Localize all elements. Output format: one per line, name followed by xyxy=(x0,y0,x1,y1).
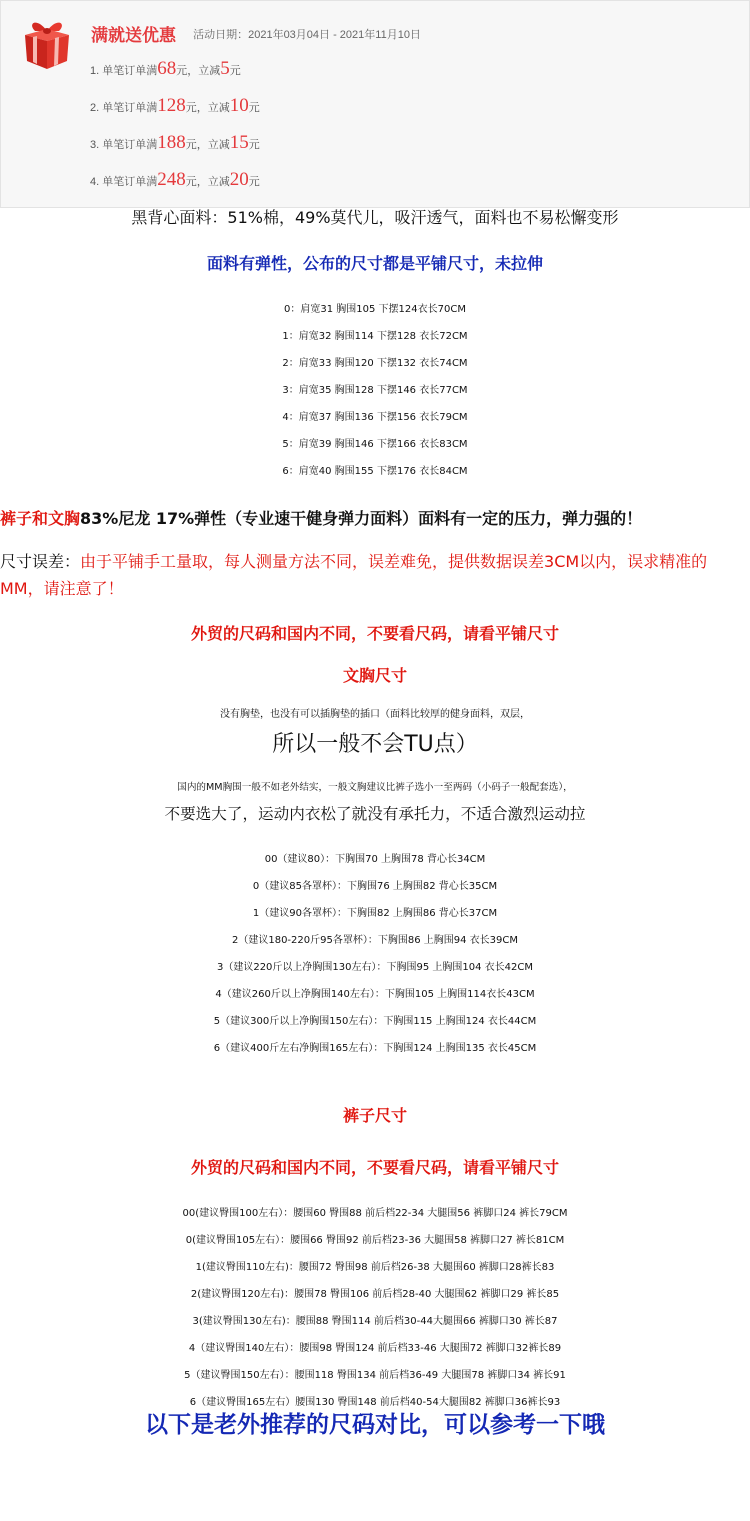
size-row: 3（建议220斤以上净胸围130左右）：下胸围95 上胸围104 衣长42CM xyxy=(216,962,534,973)
product-description xyxy=(0,206,750,1440)
discount-amount: 10 xyxy=(229,95,249,116)
size-row: 1(建议臀围110左右)：腰围72 臀围98 前后档26-38 大腿围60 裤脚口28裤长83 xyxy=(195,1262,555,1273)
size-row: 00(建议臀围100左右）：腰围60 臀围88 前后档22-34 大腿围56 裤脚口24 裤长79CM xyxy=(182,1208,568,1219)
bra-size-warning: 外贸的尺码和国内不同，不要看尺码，请看平铺尺寸 xyxy=(190,624,559,643)
size-row: 2：肩宽33 胸围120 下摆132 衣长74CM xyxy=(282,358,468,369)
no-pad-note: 没有胸垫，也没有可以插胸垫的插口（面料比较厚的健身面料，双层， 所以一般不会TU点） xyxy=(220,709,530,757)
size-row: 4：肩宽37 胸围136 下摆156 衣长79CM xyxy=(282,412,468,423)
size-row: 3(建议臀围130左右)：腰围88 臀围114 前后档30-44大腿围66 裤脚口30 裤长87 xyxy=(192,1316,558,1327)
size-row: 0：肩宽31 胸围105 下摆124衣长70CM xyxy=(284,304,466,315)
promo-rule: 4. 单笔订单满248元，立减20元 xyxy=(90,169,260,190)
threshold-amount: 188 xyxy=(157,132,186,153)
size-row: 6：肩宽40 胸围155 下摆176 衣长84CM xyxy=(282,466,468,477)
promo-rule: 2. 单笔订单满128元，立减10元 xyxy=(90,95,260,116)
gift-box-icon xyxy=(23,17,71,71)
size-row: 0(建议臀围105左右）：腰围66 臀围92 前后档23-36 大腿围58 裤脚口27 裤长81CM xyxy=(185,1235,565,1246)
discount-amount: 15 xyxy=(229,132,249,153)
size-row: 2（建议180-220斤95各罩杯）：下胸围86 上胸围94 衣长39CM xyxy=(231,935,518,946)
bra-advice: 国内的MM胸围一般不如老外结实，一般文胸建议比裤子选小一至两码（小码子一般配套选）， 不要选大了，运动内衣松了就没有承托力，不适合激烈运动拉 xyxy=(164,782,586,823)
promo-title: 满就送优惠 xyxy=(91,26,176,46)
size-row: 5（建议臀围150左右）：腰围118 臀围134 前后档36-49 大腿围78 裤脚口34 裤长91 xyxy=(184,1370,566,1381)
size-row: 6（建议臀围165左右）腰围130 臀围148 前后档40-54大腿围82 裤脚口36裤长93 xyxy=(189,1397,561,1408)
size-error-note: 尺寸误差：由于平铺手工量取，每人测量方法不同，误差难免，提供数据误差3CM以内，误求精准的MM，请注意了！ xyxy=(0,552,708,598)
size-row: 4（建议臀围140左右）：腰围98 臀围124 前后档33-46 大腿围72 裤脚口32裤长89 xyxy=(188,1343,562,1354)
size-row: 1（建议90各罩杯）：下胸围82 上胸围86 背心长37CM xyxy=(252,908,498,919)
size-row: 1：肩宽32 胸围114 下摆128 衣长72CM xyxy=(282,331,468,342)
bra-size-heading: 文胸尺寸 xyxy=(342,666,407,685)
size-row: 00（建议80）：下胸围70 上胸围78 背心长34CM xyxy=(264,854,486,865)
top-fabric-text: 黑背心面料：51%棉，49%莫代儿，吸汗透气，面料也不易松懈变形 xyxy=(131,208,619,227)
size-row: 0（建议85各罩杯）：下胸围76 上胸围82 背心长35CM xyxy=(252,881,498,892)
top-size-list xyxy=(0,296,750,485)
size-row: 6（建议400斤左右净胸围165左右）：下胸围124 上胸围135 衣长45CM xyxy=(213,1043,537,1054)
footer-heading: 以下是老外推荐的尺码对比，可以参考一下哦 xyxy=(145,1412,605,1438)
threshold-amount: 128 xyxy=(157,95,186,116)
discount-amount: 20 xyxy=(229,169,249,190)
pants-fabric-text: 裤子和文胸83%尼龙 17%弹性（专业速干健身弹力面料）面料有一定的压力，弹力强的！ xyxy=(0,509,643,528)
size-row: 4（建议260斤以上净胸围140左右）：下胸围105 上胸围114衣长43CM xyxy=(215,989,535,1000)
elastic-note: 面料有弹性，公布的尺寸都是平铺尺寸，未拉伸 xyxy=(206,254,543,273)
pants-size-list xyxy=(0,1200,750,1416)
size-row: 5（建议300斤以上净胸围150左右）：下胸围115 上胸围124 衣长44CM xyxy=(213,1016,537,1027)
bra-size-list xyxy=(0,846,750,1062)
size-row: 2(建议臀围120左右)：腰围78 臀围106 前后档28-40 大腿围62 裤脚口29 裤长85 xyxy=(190,1289,560,1300)
promo-panel xyxy=(0,0,750,208)
pants-size-warning: 外贸的尺码和国内不同，不要看尺码，请看平铺尺寸 xyxy=(190,1158,559,1177)
promo-date: 活动日期：2021年03月04日 - 2021年11月10日 xyxy=(193,28,421,41)
threshold-amount: 68 xyxy=(157,58,177,79)
promo-rule: 1. 单笔订单满68元，立减5元 xyxy=(90,58,241,79)
pants-fabric-label: 裤子和文胸 xyxy=(0,509,81,528)
threshold-amount: 248 xyxy=(157,169,186,190)
size-row: 3：肩宽35 胸围128 下摆146 衣长77CM xyxy=(282,385,468,396)
promo-rule: 3. 单笔订单满188元，立减15元 xyxy=(90,132,260,153)
discount-amount: 5 xyxy=(220,58,230,79)
promo-rules xyxy=(90,55,260,203)
size-error-label: 尺寸误差： xyxy=(0,552,81,571)
size-row: 5：肩宽39 胸围146 下摆166 衣长83CM xyxy=(282,439,468,450)
pants-size-heading: 裤子尺寸 xyxy=(342,1106,407,1125)
